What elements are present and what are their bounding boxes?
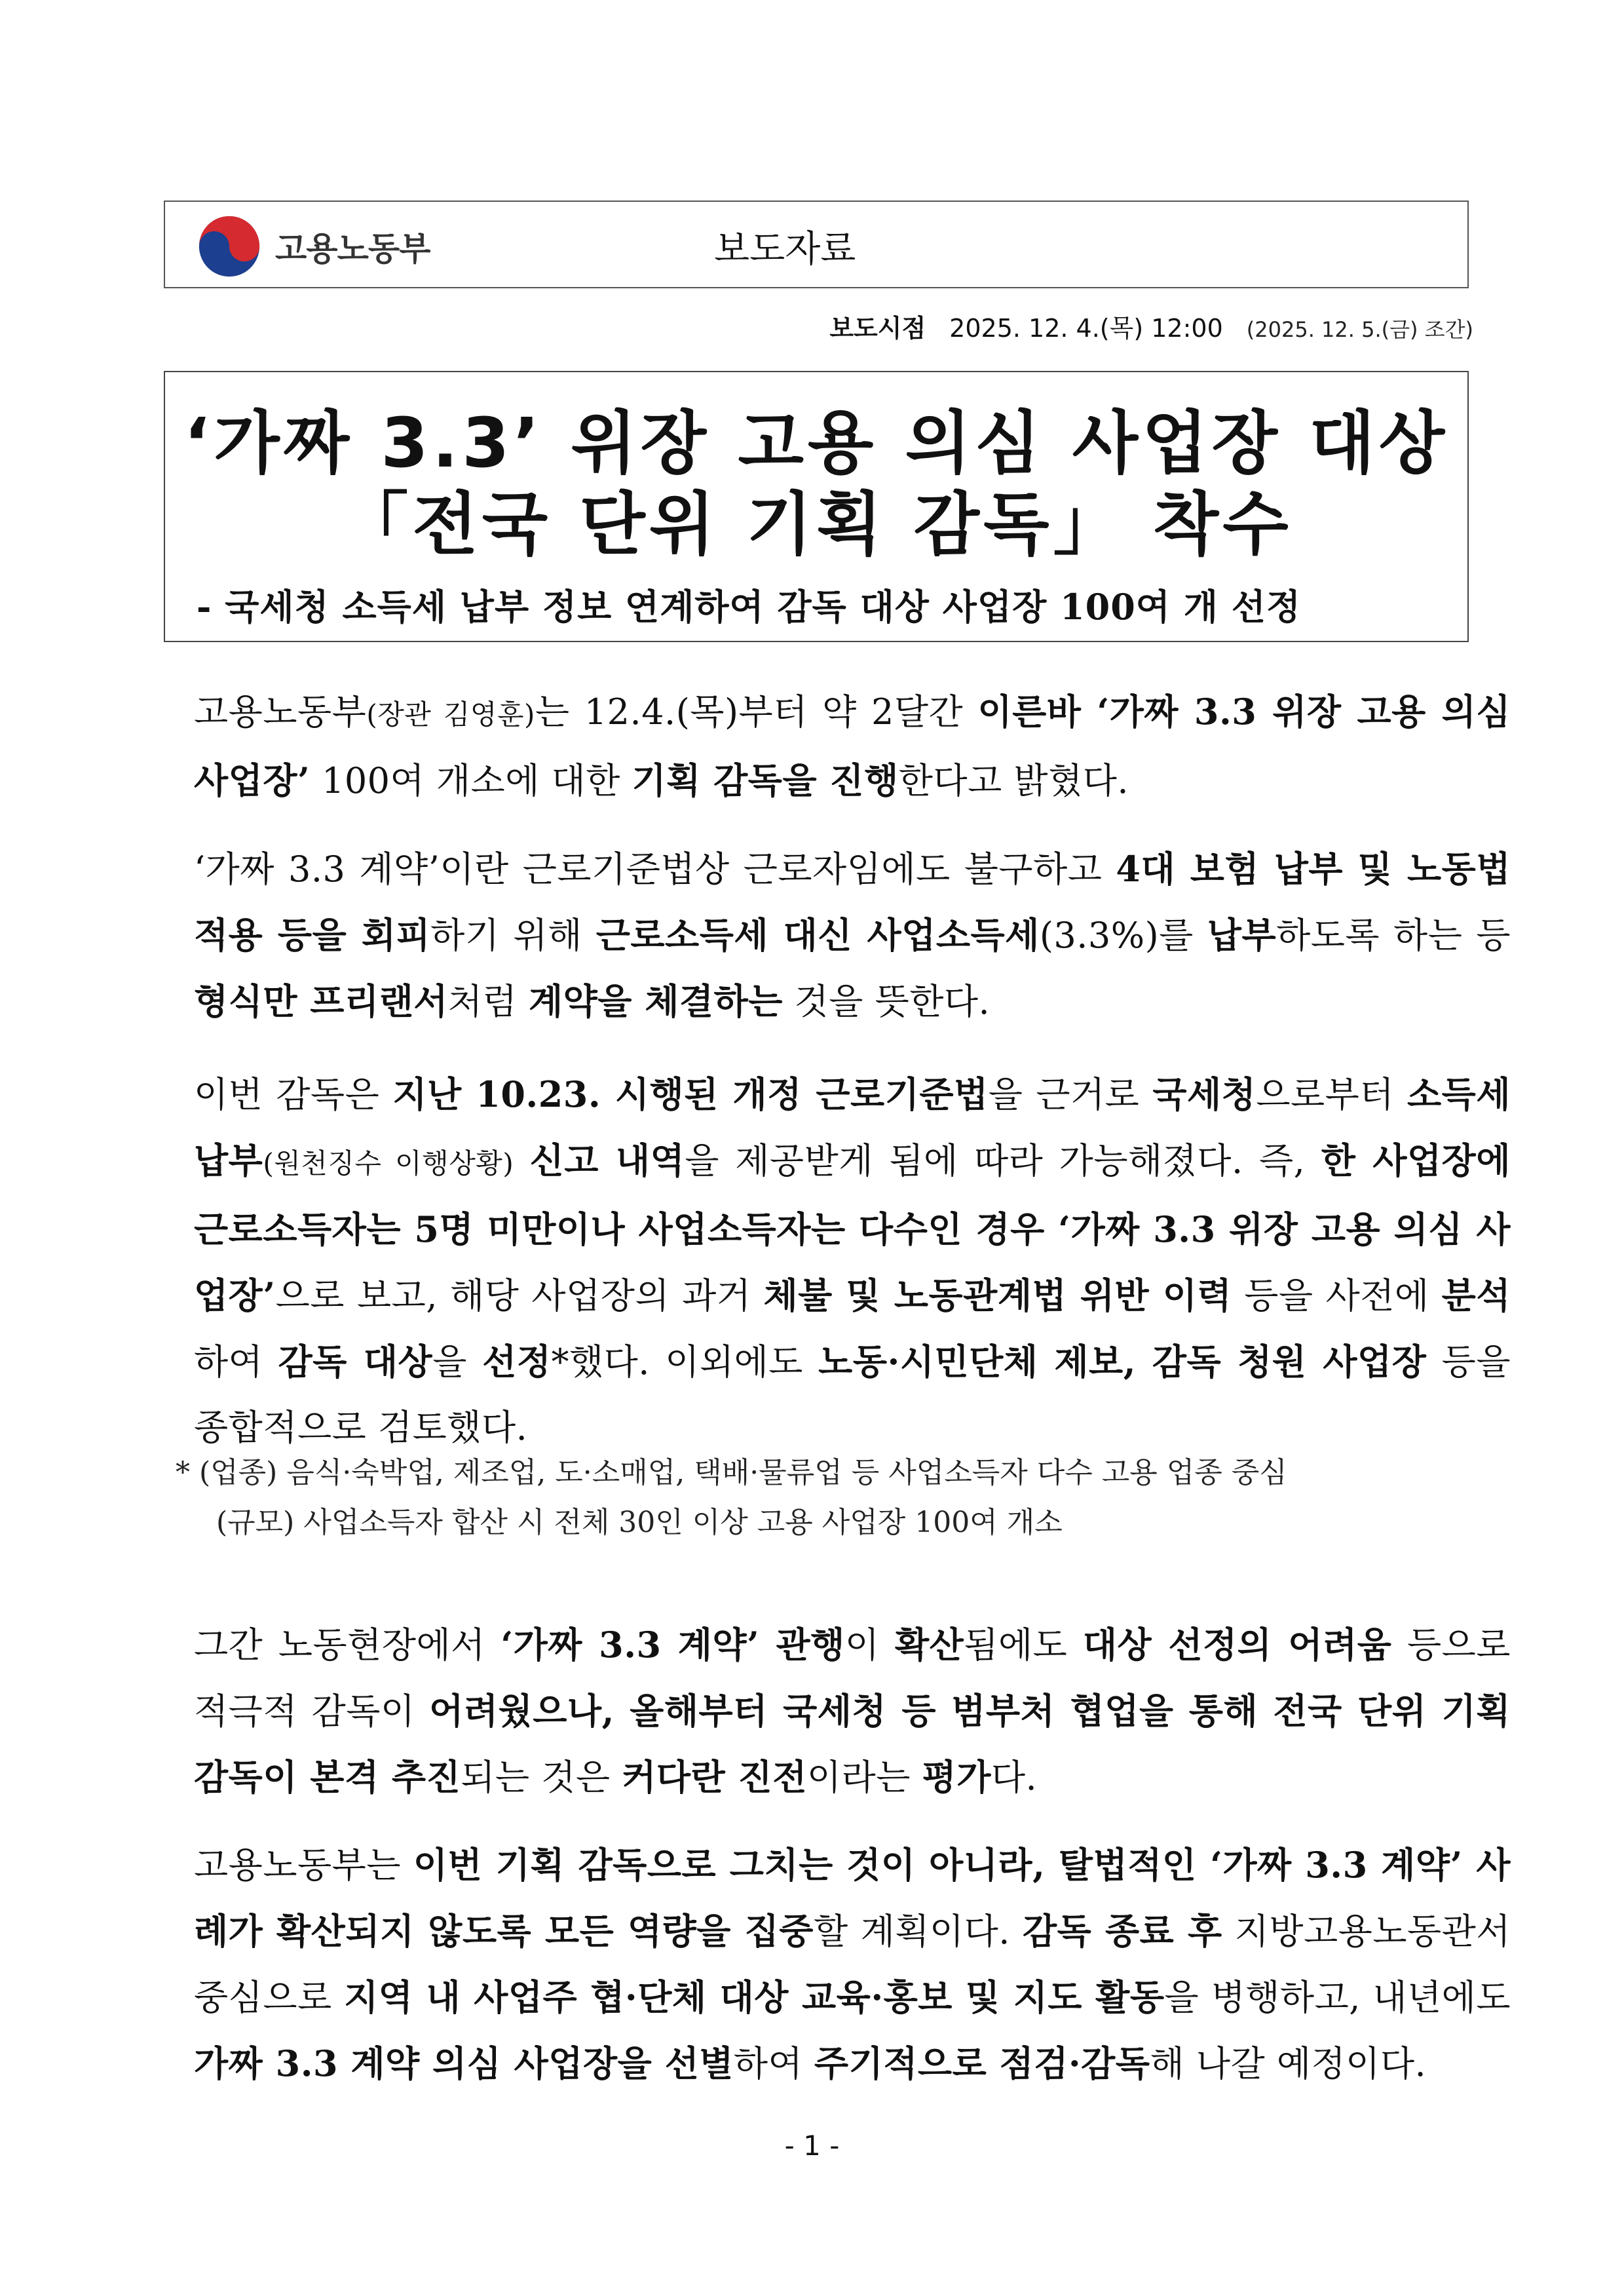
doc-type: 보도자료 bbox=[714, 228, 856, 271]
bold-text-run: 커다란 진전 bbox=[622, 1756, 807, 1798]
text-run: 됨에도 bbox=[964, 1624, 1083, 1666]
text-run: 으로 보고, 해당 사업장의 과거 bbox=[275, 1275, 764, 1316]
bold-text-run: 대상 선정의 어려움 bbox=[1082, 1624, 1392, 1666]
release-datetime: 2025. 12. 4.(목) 12:00 bbox=[949, 314, 1223, 343]
bold-text-run: 감독 대상 bbox=[278, 1341, 433, 1383]
text-run: 을 bbox=[432, 1341, 483, 1383]
bold-text-run: 이른바 ‘가짜 3.3 위장 고용 의심 사업장’ bbox=[194, 691, 1511, 801]
title-box bbox=[164, 371, 1469, 642]
bold-text-run: 지역 내 사업주 협·단체 대상 교육·홍보 및 지도 활동 bbox=[344, 1976, 1165, 2018]
footnote-industry: * (업종) 음식·숙박업, 제조업, 도·소매업, 택배·물류업 등 사업소득자 다수 고용 업종 중심 bbox=[176, 1456, 1287, 1489]
text-run: (장관 김영훈) bbox=[366, 698, 535, 731]
text-run: 등을 사전에 bbox=[1232, 1275, 1442, 1316]
text-run: 되는 것은 bbox=[461, 1757, 622, 1798]
text-run: 100여 개소에 대한 bbox=[310, 760, 632, 801]
headline-line-2: 「전국 단위 기획 감독」 착수 bbox=[340, 484, 1293, 564]
bold-text-run: 확산 bbox=[895, 1624, 964, 1666]
bold-text-run: 근로소득세 대신 사업소득세 bbox=[595, 914, 1040, 956]
text-run: 을 병행하고, 내년에도 bbox=[1164, 1977, 1511, 2018]
text-run: (원천징수 이행상황) bbox=[263, 1147, 514, 1179]
text-run: 을 근거로 bbox=[988, 1074, 1153, 1115]
footnote-scale: (규모) 사업소득자 합산 시 전체 30인 이상 고용 사업장 100여 개소 bbox=[216, 1506, 1063, 1539]
body-paragraph-1 bbox=[157, 679, 1511, 814]
text-run: 이라는 bbox=[806, 1757, 922, 1798]
text-run: 다. bbox=[991, 1757, 1038, 1798]
text-run: 것을 뜻한다. bbox=[782, 981, 991, 1022]
text-run: 등으로 적극적 감독이 bbox=[194, 1624, 1511, 1732]
government-logo-icon bbox=[198, 215, 261, 278]
bold-text-run: 이번 기획 감독으로 그치는 것이 아니라, 탈법적인 ‘가짜 3.3 계약’ 사례가 확산되지 않도록 모든 역량을 집중 bbox=[194, 1844, 1511, 1952]
text-run: 할 계획이다. bbox=[813, 1911, 1023, 1952]
bold-text-run: 한 사업장에 근로소득자는 5명 미만이나 사업소득자는 다수인 경우 ‘가짜 3.3 위장 고용 의심 사업장’ bbox=[194, 1139, 1511, 1316]
text-run: 처럼 bbox=[447, 981, 529, 1022]
bold-text-run: 가짜 3.3 계약 의심 사업장을 선별 bbox=[194, 2042, 734, 2084]
text-run: (3.3%)를 bbox=[1039, 915, 1207, 956]
text-run: 을 제공받게 됨에 따라 가능해졌다. 즉, bbox=[685, 1140, 1321, 1181]
text-run: 그간 노동현장에서 bbox=[194, 1624, 501, 1666]
text-run: 등을 종합적으로 검토했다. bbox=[194, 1341, 1511, 1448]
text-run: ‘가짜 3.3 계약’이란 근로기준법상 근로자임에도 불구하고 bbox=[194, 849, 1116, 890]
bold-text-run: 감독 종료 후 bbox=[1023, 1910, 1222, 1952]
text-run: 이번 감독은 bbox=[194, 1074, 393, 1115]
bold-text-run: ‘가짜 3.3 계약’ 관행 bbox=[500, 1624, 845, 1666]
text-run: 하도록 하는 등 bbox=[1276, 915, 1511, 956]
text-run: 해 나갈 예정이다. bbox=[1150, 2043, 1427, 2084]
header-box bbox=[164, 201, 1469, 288]
body-paragraph-5 bbox=[157, 1832, 1511, 2097]
text-run: 하기 위해 bbox=[430, 915, 596, 956]
text-run: 한다고 밝혔다. bbox=[898, 760, 1129, 801]
org-name: 고용노동부 bbox=[275, 230, 430, 268]
bold-text-run: 분석 bbox=[1441, 1274, 1511, 1316]
body-paragraph-2 bbox=[157, 836, 1511, 1035]
body-paragraph-3 bbox=[157, 1062, 1511, 1461]
text-run: 고용노동부는 bbox=[194, 1845, 413, 1886]
bold-text-run: 국세청 bbox=[1152, 1073, 1256, 1115]
bold-text-run: 납부 bbox=[1207, 914, 1277, 956]
text-run: 하여 bbox=[194, 1341, 278, 1383]
text-run bbox=[514, 1140, 529, 1181]
headline-line-1: ‘가짜 3.3’ 위장 고용 의심 사업장 대상 bbox=[183, 403, 1449, 483]
text-run: 고용노동부 bbox=[194, 691, 367, 733]
bold-text-run: 4대 보험 납부 및 노동법 적용 등을 회피 bbox=[194, 848, 1511, 956]
subtitle: - 국세청 소득세 납부 정보 연계하여 감독 대상 사업장 100여 개 선정 bbox=[197, 586, 1302, 628]
text-run: 지방고용노동관서 중심으로 bbox=[194, 1911, 1511, 2018]
text-run: 이 bbox=[844, 1624, 896, 1666]
bold-text-run: 계약을 체결하는 bbox=[528, 980, 783, 1022]
bold-text-run: 체불 및 노동관계법 위반 이력 bbox=[763, 1274, 1232, 1316]
bold-text-run: 형식만 프리랜서 bbox=[194, 980, 448, 1022]
bold-text-run: 선정 bbox=[482, 1341, 552, 1383]
bold-text-run: 노동·시민단체 제보, 감독 청원 사업장 bbox=[818, 1341, 1427, 1383]
text-run: 는 12.4.(목)부터 약 2달간 bbox=[535, 691, 978, 733]
morning-edition: (2025. 12. 5.(금) 조간) bbox=[1246, 317, 1473, 342]
text-run: *했다. 이외에도 bbox=[551, 1341, 819, 1383]
text-run: 으로부터 bbox=[1256, 1074, 1407, 1115]
bold-text-run: 지난 10.23. 시행된 개정 근로기준법 bbox=[392, 1073, 989, 1115]
bold-text-run: 평가 bbox=[922, 1756, 991, 1798]
bold-text-run: 주기적으로 점검·감독 bbox=[814, 2042, 1150, 2084]
text-run: 하여 bbox=[733, 2043, 814, 2084]
release-line bbox=[829, 308, 1473, 344]
bold-text-run: 기획 감독을 진행 bbox=[632, 759, 899, 801]
page-number: - 1 - bbox=[784, 2130, 840, 2162]
bold-text-run: 소득세 납부 bbox=[194, 1073, 1511, 1181]
release-label: 보도시점 bbox=[829, 314, 926, 343]
bold-text-run: 신고 내역 bbox=[529, 1139, 685, 1181]
bold-text-run: 어려웠으나, 올해부터 국세청 등 범부처 협업을 통해 전국 단위 기획 감독이 본격 추진 bbox=[194, 1690, 1511, 1798]
body-paragraph-4 bbox=[157, 1612, 1511, 1810]
